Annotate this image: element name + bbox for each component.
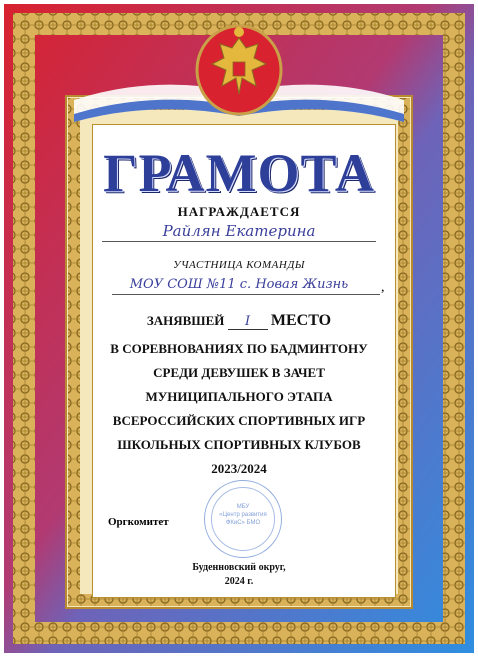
official-stamp [204, 480, 282, 558]
team-label: УЧАСТНИЦА КОМАНДЫ [173, 259, 305, 271]
place-value: I [228, 314, 268, 330]
footer-place: Буденновский округ, [192, 562, 286, 573]
body-line: В СОРЕВНОВАНИЯХ ПО БАДМИНТОНУ [110, 341, 368, 356]
body-line: ШКОЛЬНЫХ СПОРТИВНЫХ КЛУБОВ [117, 437, 361, 452]
certificate-title: ГРАМОТА [103, 143, 375, 203]
season-year: 2023/2024 [211, 461, 267, 476]
awarded-label: НАГРАЖДАЕТСЯ [177, 204, 301, 219]
stamp-line: ФКиС» БМО [225, 520, 261, 526]
footer-year: 2024 г. [224, 576, 254, 587]
team-name: МОУ СОШ №11 с. Новая Жизнь [129, 277, 349, 292]
place-suffix: МЕСТО [270, 312, 332, 329]
place-prefix: ЗАНЯВШЕЙ [146, 313, 225, 328]
team-comma: , [381, 280, 385, 295]
place-row [0, 312, 478, 330]
stamp-line: МБУ [236, 504, 250, 510]
body-line: СРЕДИ ДЕВУШЕК В ЗАЧЕТ [153, 365, 325, 380]
recipient-name: Райлян Екатерина [162, 222, 316, 240]
stamp-line: «Центр развития [219, 512, 267, 518]
team-underline [112, 294, 380, 295]
body-line: ВСЕРОССИЙСКИХ СПОРТИВНЫХ ИГР [112, 413, 366, 428]
name-underline [102, 241, 376, 242]
coat-of-arms-icon [194, 18, 284, 118]
organizer-label: Оргкомитет [108, 516, 169, 528]
body-line: МУНИЦИПАЛЬНОГО ЭТАПА [145, 389, 333, 404]
stamp-text [205, 503, 281, 527]
